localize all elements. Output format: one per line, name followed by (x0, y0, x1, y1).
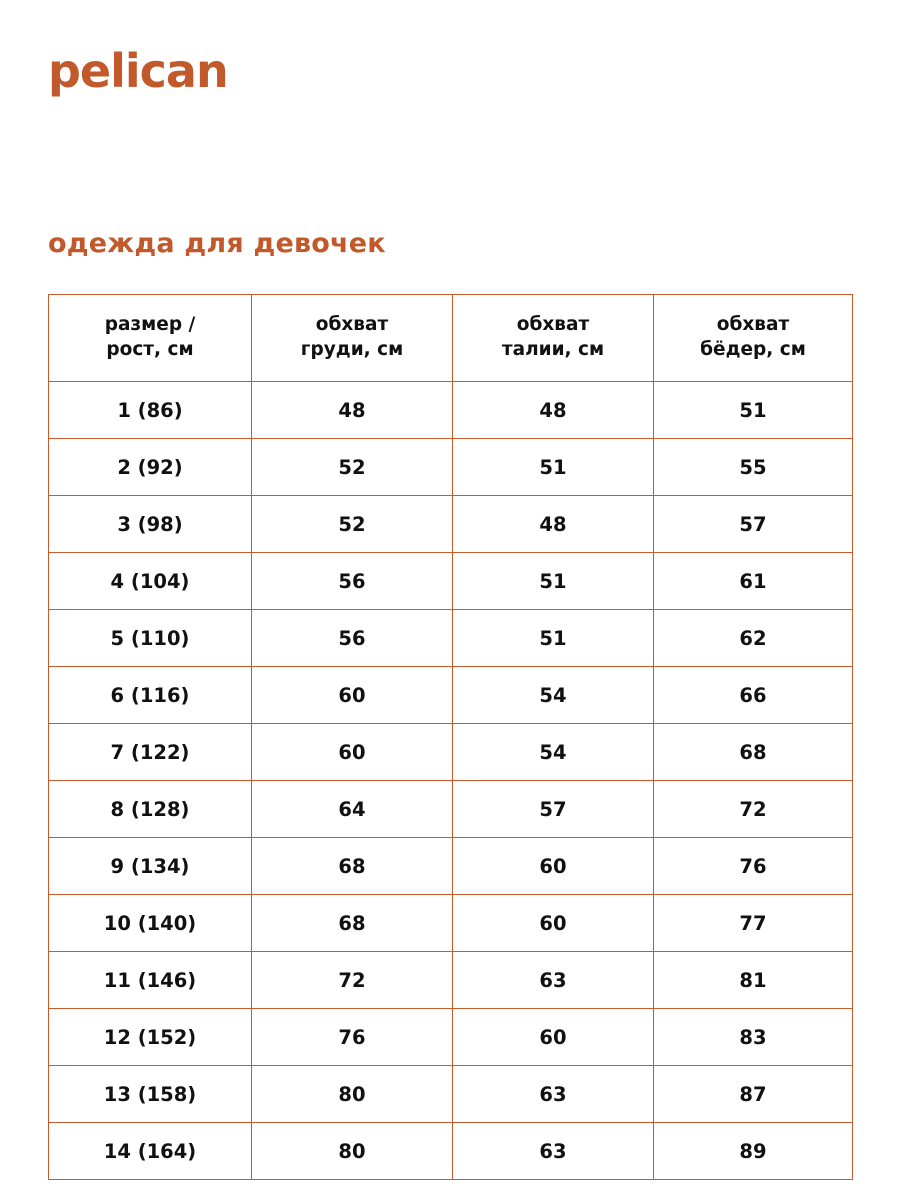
cell-waist: 63 (453, 1066, 654, 1123)
table-row (49, 382, 853, 439)
cell-chest: 56 (252, 553, 453, 610)
cell-waist: 48 (453, 496, 654, 553)
cell-chest: 64 (252, 781, 453, 838)
table-row (49, 781, 853, 838)
page-title: одежда для девочек (48, 228, 386, 259)
size-table-body (49, 382, 853, 1180)
cell-size: 11 (146) (49, 952, 252, 1009)
cell-waist: 51 (453, 553, 654, 610)
cell-size: 10 (140) (49, 895, 252, 952)
cell-waist: 54 (453, 724, 654, 781)
column-header-hips (654, 295, 853, 382)
size-table-container (48, 294, 852, 1180)
cell-hips: 76 (654, 838, 853, 895)
cell-size: 12 (152) (49, 1009, 252, 1066)
column-header-size (49, 295, 252, 382)
table-row (49, 838, 853, 895)
cell-size: 1 (86) (49, 382, 252, 439)
cell-chest: 68 (252, 895, 453, 952)
cell-hips: 57 (654, 496, 853, 553)
table-header-row (49, 295, 853, 382)
cell-size: 14 (164) (49, 1123, 252, 1180)
cell-waist: 54 (453, 667, 654, 724)
table-row (49, 439, 853, 496)
cell-chest: 56 (252, 610, 453, 667)
cell-size: 5 (110) (49, 610, 252, 667)
column-header-size-line2: рост, см (106, 339, 194, 360)
column-header-chest (252, 295, 453, 382)
cell-hips: 81 (654, 952, 853, 1009)
cell-size: 8 (128) (49, 781, 252, 838)
cell-chest: 48 (252, 382, 453, 439)
column-header-waist (453, 295, 654, 382)
column-header-waist-line2: талии, см (501, 339, 605, 360)
cell-hips: 72 (654, 781, 853, 838)
cell-size: 4 (104) (49, 553, 252, 610)
cell-chest: 80 (252, 1066, 453, 1123)
cell-chest: 52 (252, 439, 453, 496)
table-row (49, 1123, 853, 1180)
cell-hips: 55 (654, 439, 853, 496)
column-header-size-line1: размер / (104, 314, 196, 336)
cell-hips: 62 (654, 610, 853, 667)
cell-size: 3 (98) (49, 496, 252, 553)
cell-size: 13 (158) (49, 1066, 252, 1123)
column-header-chest-line2: груди, см (300, 339, 404, 360)
cell-hips: 87 (654, 1066, 853, 1123)
table-row (49, 952, 853, 1009)
column-header-hips-line1: обхват (716, 314, 790, 336)
cell-waist: 63 (453, 1123, 654, 1180)
cell-waist: 60 (453, 1009, 654, 1066)
table-row (49, 610, 853, 667)
cell-hips: 66 (654, 667, 853, 724)
cell-chest: 60 (252, 724, 453, 781)
cell-chest: 80 (252, 1123, 453, 1180)
table-row (49, 1066, 853, 1123)
brand-logo: pelican (48, 44, 228, 98)
cell-waist: 51 (453, 610, 654, 667)
cell-waist: 63 (453, 952, 654, 1009)
table-row (49, 1009, 853, 1066)
cell-hips: 51 (654, 382, 853, 439)
column-header-chest-line1: обхват (315, 314, 389, 336)
cell-hips: 89 (654, 1123, 853, 1180)
cell-size: 6 (116) (49, 667, 252, 724)
table-row (49, 496, 853, 553)
cell-chest: 68 (252, 838, 453, 895)
cell-hips: 83 (654, 1009, 853, 1066)
cell-waist: 60 (453, 895, 654, 952)
size-table (48, 294, 853, 1180)
cell-hips: 77 (654, 895, 853, 952)
cell-hips: 61 (654, 553, 853, 610)
cell-hips: 68 (654, 724, 853, 781)
cell-chest: 52 (252, 496, 453, 553)
cell-size: 9 (134) (49, 838, 252, 895)
column-header-waist-line1: обхват (516, 314, 590, 336)
cell-waist: 51 (453, 439, 654, 496)
cell-chest: 60 (252, 667, 453, 724)
table-row (49, 724, 853, 781)
cell-waist: 57 (453, 781, 654, 838)
cell-waist: 48 (453, 382, 654, 439)
cell-waist: 60 (453, 838, 654, 895)
cell-chest: 72 (252, 952, 453, 1009)
table-row (49, 895, 853, 952)
table-row (49, 667, 853, 724)
cell-chest: 76 (252, 1009, 453, 1066)
cell-size: 7 (122) (49, 724, 252, 781)
column-header-hips-line2: бёдер, см (700, 339, 806, 360)
cell-size: 2 (92) (49, 439, 252, 496)
size-table-head (49, 295, 853, 382)
table-row (49, 553, 853, 610)
